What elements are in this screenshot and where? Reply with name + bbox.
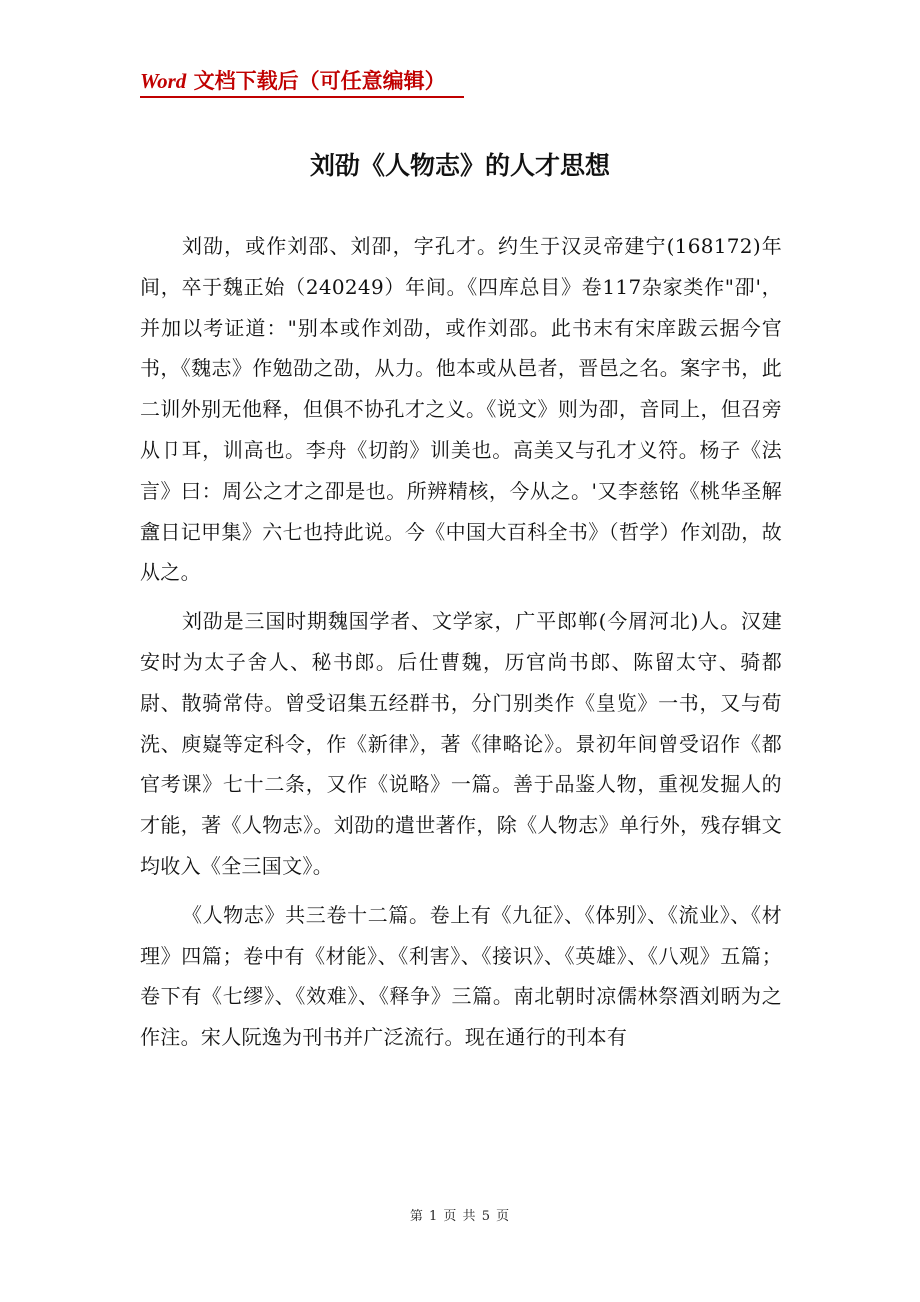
paragraph-1: 刘劭，或作刘邵、刘卲，字孔才。约生于汉灵帝建宁(168172)年间，卒于魏正始（240249）年间。《四库总目》卷117杂家类作"卲'，并加以考证道："别本或作刘劭，或作刘邵。此书末有宋庠跋云据今官书，《魏志》作勉劭之劭，从力。他本或从邑者，晋邑之名。案字书，此二训外别无他释，但俱不协孔才之义。《说文》则为卲，音同上，但召旁从卩耳，训高也。李舟《切韵》训美也。高美又与孔才义符。杨子《法言》曰：周公之才之卲是也。所辨精核，今从之。'又李慈铭《桃华圣解盦日记甲集》六七也持此说。今《中国大百科全书》（哲学）作刘劭，故从之。 [140,234,782,585]
page-number-footer: 第 1 页 共 5 页 [409,1209,511,1224]
banner-word-label: Word [140,69,187,93]
document-body [140,226,782,1066]
download-banner[interactable] [140,66,464,98]
document-title: 刘劭《人物志》的人才思想 [309,151,610,180]
paragraph-3: 《人物志》共三卷十二篇。卷上有《九征》、《体别》、《流业》、《材理》四篇；卷中有《材能》、《利害》、《接识》、《英雄》、《八观》五篇；卷下有《七缪》、《效难》、《释争》三篇。南北朝时凉儒林祭酒刘昞为之作注。宋人阮逸为刊书并广泛流行。现在通行的刊本有 [140,902,782,1050]
banner-text: 文档下载后（可任意编辑） [186,68,446,93]
paragraph-2: 刘劭是三国时期魏国学者、文学家，广平郎郸(今屑河北)人。汉建安时为太子舍人、秘书郎。后仕曹魏，历官尚书郎、陈留太守、骑都尉、散骑常侍。曾受诏集五经群书，分门别类作《皇览》一书，又与荀洗、庾嶷等定科令，作《新律》，著《律略论》。景初年间曾受诏作《都官考课》七十二条，又作《说略》一篇。善于品鉴人物，重视发掘人的才能，著《人物志》。刘劭的遣世著作，除《人物志》单行外，残存辑文均收入《全三国文》。 [140,609,782,878]
